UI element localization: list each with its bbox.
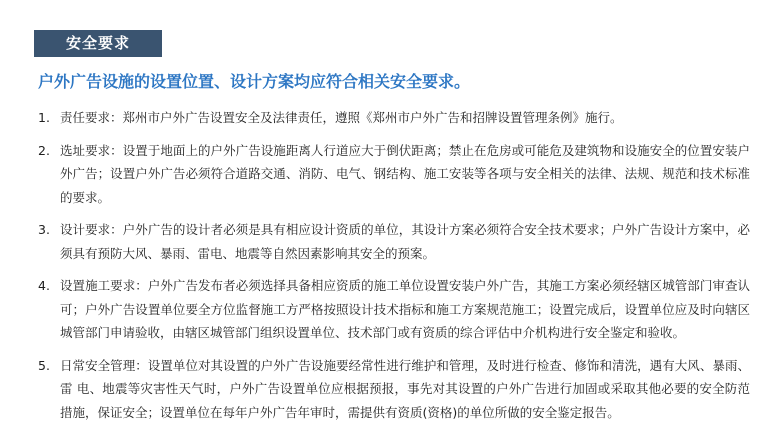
- item-number: 3.: [38, 222, 50, 237]
- requirements-list: [38, 106, 750, 433]
- item-text: 日常安全管理：设置单位对其设置的户外广告设施要经常性进行维护和管理，及时进行检查、修饰和清洗，遇有大风、暴雨、雷 电、地震等灾害性天气时，户外广告设置单位应根据预报，事先对其设置的户外广告进行加固或采取其他必要的安全防范措施，保证安全；设置单位在每年户外广告年审时，需提供有资质(资格)的单位所做的安全鉴定报告。: [60, 357, 750, 420]
- item-number: 2.: [38, 142, 50, 158]
- item-number: 1.: [38, 110, 50, 125]
- list-item: [38, 139, 750, 210]
- list-item: [38, 106, 750, 130]
- list-item: [38, 354, 750, 425]
- list-item: [38, 218, 750, 265]
- item-text: 设计要求：户外广告的设计者必须是具有相应设计资质的单位，其设计方案必须符合安全技术要求；户外广告设计方案中，必须具有预防大风、暴雨、雷电、地震等自然因素影响其安全的预案。: [60, 222, 750, 261]
- item-number: 4.: [38, 278, 50, 293]
- item-number: 5.: [38, 357, 50, 373]
- section-subtitle: 户外广告设施的设置位置、设计方案均应符合相关安全要求。: [38, 72, 471, 91]
- section-tab: 安全要求: [34, 30, 162, 57]
- item-text: 选址要求：设置于地面上的户外广告设施距离人行道应大于倒伏距离；禁止在危房或可能危及建筑物和设施安全的位置安装户外广告；设置户外广告必须符合道路交通、消防、电气、钢结构、施工安装等各项与安全相关的法律、法规、规范和技术标准的要求。: [60, 142, 750, 205]
- item-text: 设置施工要求：户外广告发布者必须选择具备相应资质的施工单位设置安装户外广告，其施工方案必须经辖区城管部门审查认可；户外广告设置单位要全方位监督施工方严格按照设计技术指标和施工方案规范施工；设置完成后，设置单位应及时向辖区城管部门申请验收，由辖区城管部门组织设置单位、技术部门或有资质的综合评估中介机构进行安全鉴定和验收。: [60, 278, 750, 340]
- list-item: [38, 274, 750, 345]
- item-text: 责任要求：郑州市户外广告设置安全及法律责任，遵照《郑州市户外广告和招牌设置管理条例》施行。: [60, 110, 623, 125]
